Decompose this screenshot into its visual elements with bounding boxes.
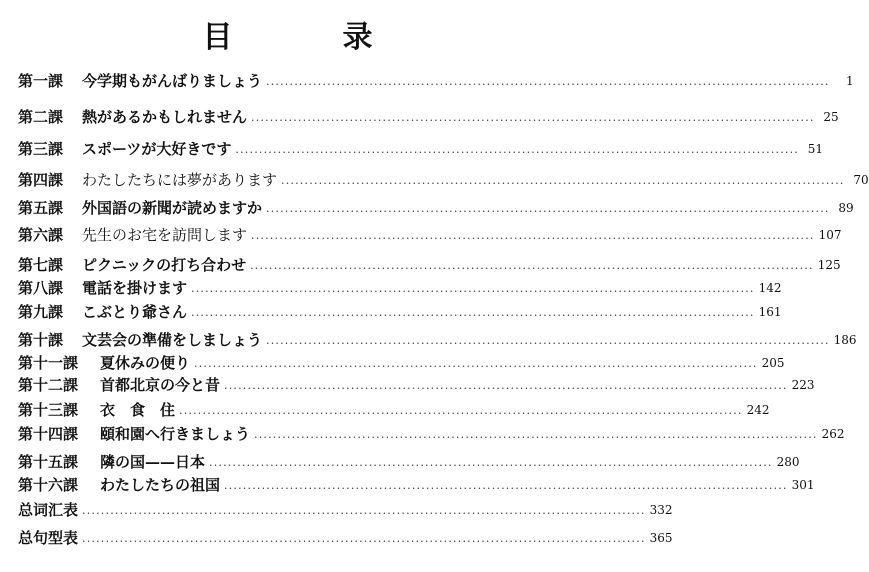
lesson-number: 第十三課 xyxy=(18,401,79,419)
page-number: 161 xyxy=(758,305,782,319)
lesson-title: スポーツが大好きです xyxy=(82,140,232,158)
toc-entry[interactable] xyxy=(18,70,854,92)
toc-entry[interactable] xyxy=(18,224,842,246)
leader-dots: ........................................................................................................................ xyxy=(194,357,758,370)
page-number: 70 xyxy=(853,173,869,187)
lesson-number: 第一課 xyxy=(18,72,64,90)
toc-entry[interactable] xyxy=(18,277,782,299)
page-number: 205 xyxy=(761,356,785,370)
lesson-title: 電話を掛けます xyxy=(82,279,188,297)
toc-entry-sentence-patterns[interactable] xyxy=(18,527,673,549)
page-number: 142 xyxy=(758,281,782,295)
leader-dots: ........................................................................................................................ xyxy=(251,111,815,124)
toc-entry[interactable] xyxy=(18,474,815,496)
lesson-title: わたしたちには夢があります xyxy=(82,171,278,189)
page-number: 25 xyxy=(823,110,839,124)
page-number: 280 xyxy=(776,455,800,469)
toc-entry[interactable] xyxy=(18,106,839,128)
leader-dots: ........................................................................................................................ xyxy=(179,404,743,417)
leader-dots: ........................................................................................................................ xyxy=(82,532,646,545)
lesson-number: 第十一課 xyxy=(18,354,79,372)
lesson-title: 熱があるかもしれません xyxy=(82,108,248,126)
leader-dots: ........................................................................................................................ xyxy=(266,75,830,88)
leader-dots: ........................................................................................................................ xyxy=(191,282,755,295)
leader-dots: ........................................................................................................................ xyxy=(209,456,773,469)
page-number: 1 xyxy=(845,74,854,88)
toc-entry[interactable] xyxy=(18,423,845,445)
leader-dots: ........................................................................................................................ xyxy=(82,504,646,517)
leader-dots: ........................................................................................................................ xyxy=(224,479,788,492)
toc-entry[interactable] xyxy=(18,301,782,323)
lesson-number: 第三課 xyxy=(18,140,64,158)
page-title: 目 录 xyxy=(202,20,413,55)
leader-dots: ........................................................................................................................ xyxy=(224,379,788,392)
page-number: 242 xyxy=(746,403,770,417)
page-number: 262 xyxy=(821,427,845,441)
page-number: 301 xyxy=(791,478,815,492)
page-number: 51 xyxy=(807,142,823,156)
lesson-title: ピクニックの打ち合わせ xyxy=(82,256,247,274)
lesson-title: 頤和園へ行きましょう xyxy=(100,425,251,443)
lesson-number: 第十五課 xyxy=(18,453,79,471)
toc-entry[interactable] xyxy=(18,352,785,374)
glossary-label: 总词汇表 xyxy=(18,501,79,519)
toc-entry[interactable] xyxy=(18,374,815,396)
page-number: 332 xyxy=(649,503,673,517)
leader-dots: ........................................................................................................................ xyxy=(281,174,845,187)
lesson-title: 隣の国——日本 xyxy=(100,453,206,471)
leader-dots: ........................................................................................................................ xyxy=(235,143,799,156)
page-number: 365 xyxy=(649,531,673,545)
leader-dots: ........................................................................................................................ xyxy=(250,259,814,272)
leader-dots: ........................................................................................................................ xyxy=(191,306,755,319)
toc-entry[interactable] xyxy=(18,197,854,219)
toc-entry[interactable] xyxy=(18,329,857,351)
page-number: 89 xyxy=(838,201,854,215)
lesson-number: 第二課 xyxy=(18,108,64,126)
lesson-title: こぶとり爺さん xyxy=(82,303,188,321)
sentence-pattern-label: 总句型表 xyxy=(18,529,79,547)
lesson-title: 文芸会の準備をしましょう xyxy=(82,331,263,349)
page-number: 223 xyxy=(791,378,815,392)
lesson-title: わたしたちの祖国 xyxy=(100,476,221,494)
leader-dots: ........................................................................................................................ xyxy=(251,229,815,242)
lesson-title: 衣 食 住 xyxy=(100,401,176,419)
lesson-number: 第八課 xyxy=(18,279,64,297)
page-number: 186 xyxy=(833,333,857,347)
toc-entry-glossary[interactable] xyxy=(18,499,673,521)
toc-entry[interactable] xyxy=(18,138,823,160)
page-number: 107 xyxy=(818,228,842,242)
lesson-number: 第十二課 xyxy=(18,376,79,394)
page-number: 125 xyxy=(817,258,841,272)
lesson-number: 第九課 xyxy=(18,303,64,321)
leader-dots: ........................................................................................................................ xyxy=(254,428,818,441)
lesson-title: 首都北京の今と昔 xyxy=(100,376,221,394)
toc-entry[interactable] xyxy=(18,399,770,421)
toc-entry[interactable] xyxy=(18,169,869,191)
lesson-title: 夏休みの便り xyxy=(100,354,191,372)
lesson-number: 第五課 xyxy=(18,199,64,217)
lesson-title: 外国語の新聞が読めますか xyxy=(82,199,263,217)
lesson-title: 今学期もがんばりましょう xyxy=(82,72,263,90)
leader-dots: ........................................................................................................................ xyxy=(266,334,830,347)
leader-dots: ........................................................................................................................ xyxy=(266,202,830,215)
toc-entry[interactable] xyxy=(18,254,841,276)
lesson-number: 第十四課 xyxy=(18,425,79,443)
lesson-number: 第十六課 xyxy=(18,476,79,494)
lesson-title: 先生のお宅を訪問します xyxy=(82,226,248,244)
lesson-number: 第六課 xyxy=(18,226,64,244)
lesson-number: 第四課 xyxy=(18,171,64,189)
toc-entry[interactable] xyxy=(18,451,800,473)
lesson-number: 第七課 xyxy=(18,256,64,274)
lesson-number: 第十課 xyxy=(18,331,64,349)
